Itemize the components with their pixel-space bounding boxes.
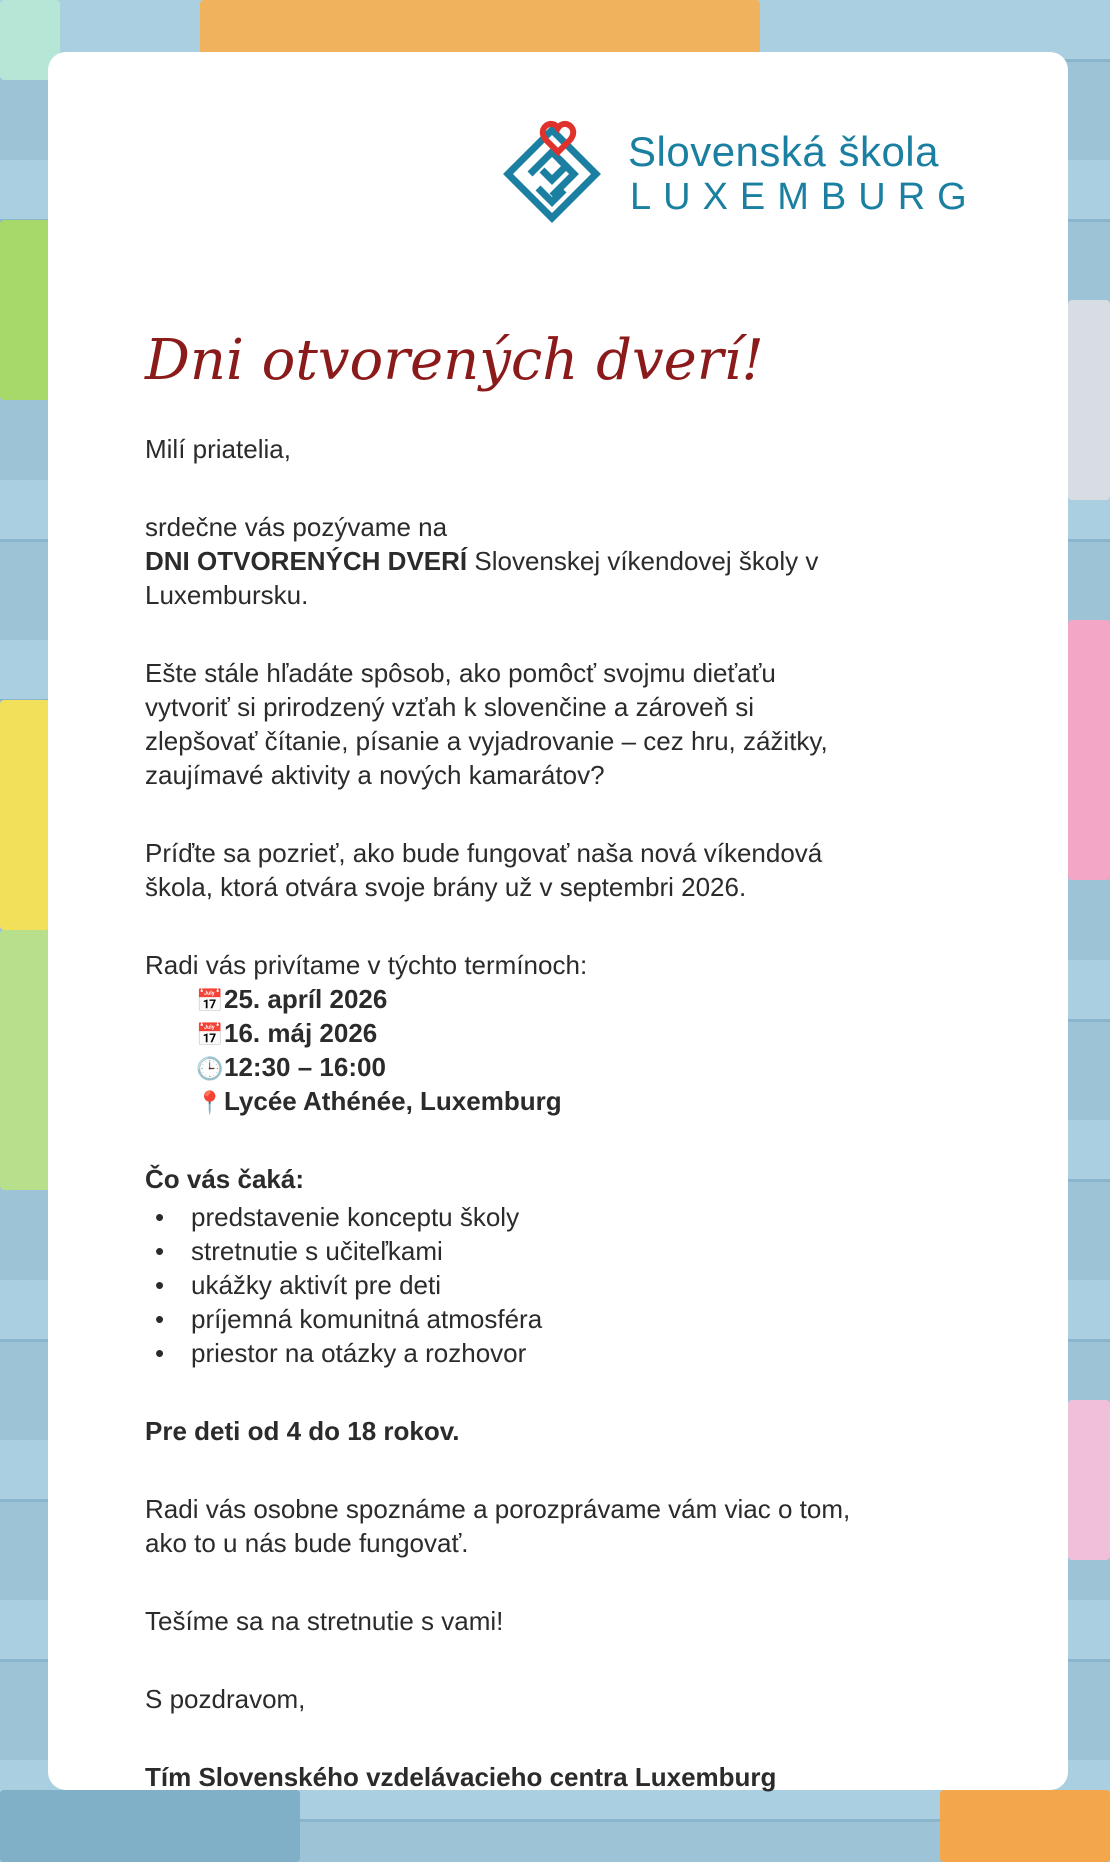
invite-rest: Slovenskej víkendovej školy v: [467, 546, 819, 576]
signature: Tím Slovenského vzdelávacieho centra Luxemburg: [145, 1762, 777, 1792]
pin-icon: 📍: [196, 1090, 224, 1115]
clock-icon: 🕒: [196, 1056, 224, 1081]
detail-text: 16. máj 2026: [224, 1018, 378, 1048]
dates-intro: Radi vás privítame v týchto termínoch:: [145, 950, 588, 980]
page-title: Dni otvorených dverí!: [145, 328, 764, 393]
meet-line-2: ako to u nás bude fungovať.: [145, 1528, 469, 1558]
invite-line-1: srdečne vás pozývame na: [145, 512, 448, 542]
closing: S pozdravom,: [145, 1684, 306, 1714]
meet-line-1: Radi vás osobne spoznáme a porozprávame vám viac o tom,: [145, 1494, 851, 1524]
detail-date-2: [196, 1016, 377, 1052]
question-line-3: zlepšovať čítanie, písanie a vyjadrovanie – cez hru, zážitky,: [145, 726, 828, 756]
question-line-1: Ešte stále hľadáte spôsob, ako pomôcť svojmu dieťaťu: [145, 658, 776, 688]
school-logo: [502, 118, 982, 230]
list-item-text: príjemná komunitná atmosféra: [191, 1304, 543, 1334]
list-item-text: stretnutie s učiteľkami: [191, 1236, 443, 1266]
come-line-1: Príďte sa pozrieť, ako bude fungovať naša nová víkendová: [145, 838, 823, 868]
list-item: • príjemná komunitná atmosféra: [155, 1304, 543, 1334]
come-line-2: škola, ktorá otvára svoje brány už v septembri 2026.: [145, 872, 747, 902]
list-item-text: ukážky aktivít pre deti: [191, 1270, 441, 1300]
invite-line-2: [145, 544, 985, 578]
list-item-text: priestor na otázky a rozhovor: [191, 1338, 527, 1368]
event-name: DNI OTVORENÝCH DVERÍ: [145, 546, 468, 576]
question-line-4: zaujímavé aktivity a nových kamarátov?: [145, 760, 605, 790]
detail-date-1: [196, 982, 387, 1018]
detail-text: Lycée Athénée, Luxemburg: [224, 1086, 562, 1116]
list-item: • predstavenie konceptu školy: [155, 1202, 520, 1232]
invite-line-3: Luxembursku.: [145, 580, 309, 610]
list-item: • ukážky aktivít pre deti: [155, 1270, 441, 1300]
question-line-2: vytvoriť si prirodzený vzťah k slovenčine a zároveň si: [145, 692, 755, 722]
calendar-icon: 📅: [196, 988, 224, 1013]
logo-subtitle: LUXEMBURG: [630, 176, 979, 218]
school-emblem-icon: [502, 118, 612, 230]
greeting: Milí priatelia,: [145, 434, 291, 464]
detail-text: 12:30 – 16:00: [224, 1052, 386, 1082]
expect-heading: Čo vás čaká:: [145, 1164, 304, 1194]
list-item-text: predstavenie konceptu školy: [191, 1202, 520, 1232]
list-item: • stretnutie s učiteľkami: [155, 1236, 443, 1266]
list-item: • priestor na otázky a rozhovor: [155, 1338, 527, 1368]
detail-location: [196, 1084, 562, 1120]
calendar-icon: 📅: [196, 1022, 224, 1047]
logo-title: Slovenská škola: [628, 128, 939, 175]
age-note: Pre deti od 4 do 18 rokov.: [145, 1416, 460, 1446]
looking-forward: Tešíme sa na stretnutie s vami!: [145, 1606, 504, 1636]
detail-text: 25. apríl 2026: [224, 984, 388, 1014]
detail-time: [196, 1050, 386, 1086]
